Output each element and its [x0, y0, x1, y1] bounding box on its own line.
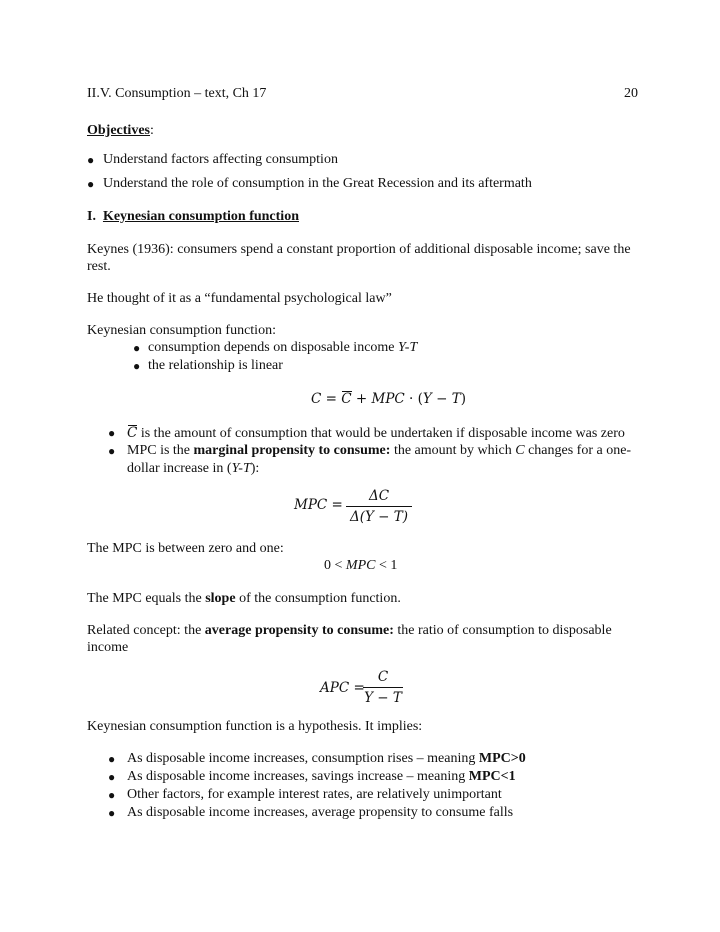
objectives-heading — [87, 122, 154, 140]
mpc-bullet-pre: MPC is the — [127, 443, 194, 458]
bullet-icon: ● — [133, 359, 141, 373]
implication-item: As disposable income increases, average propensity to consume falls — [127, 805, 514, 820]
mpc-bullet-line1 — [127, 442, 631, 460]
consumption-equation — [311, 390, 466, 408]
eq-t: T — [451, 391, 461, 407]
bullet-icon: ● — [108, 444, 116, 458]
mpc-formula-fraction — [346, 487, 412, 526]
slope-post: of the consumption function. — [235, 591, 401, 606]
mpc-formula-lhs: MPC = — [294, 497, 343, 513]
eq-lhs: C — [311, 391, 322, 407]
bullet-icon: ● — [108, 806, 116, 820]
apc-pre: Related concept: the — [87, 623, 205, 638]
bullet-icon: ● — [108, 770, 116, 784]
kcf-bullet-2: the relationship is linear — [148, 358, 283, 373]
apc-formula-denominator: Y − T — [364, 690, 402, 706]
eq-paren-close: ) — [460, 391, 467, 407]
implication-text: As disposable income increases, savings increase – meaning — [127, 769, 469, 784]
mpc-bullet-line2 — [127, 460, 259, 478]
cbar-symbol: C — [127, 425, 138, 441]
mpc-bullet-line2-pre: dollar increase in ( — [127, 461, 232, 476]
section-heading — [87, 208, 299, 226]
mpc-formula-denominator: Δ(Y − T) — [349, 509, 409, 525]
bullet-icon: ● — [87, 153, 95, 167]
paragraph-keynes-line2: rest. — [87, 259, 111, 274]
apc-bold: average propensity to consume: — [204, 623, 394, 638]
implication-item — [127, 768, 516, 786]
apc-formula-fraction — [363, 668, 403, 707]
page-header-title: II.V. Consumption – text, Ch 17 — [87, 86, 267, 101]
mpc-between-text: The MPC is between zero and one: — [87, 541, 284, 556]
eq-paren-open: ( — [417, 391, 423, 407]
mpc-bullet-bold: marginal propensity to consume: — [193, 443, 391, 458]
section-title: Keynesian consumption function — [102, 209, 299, 224]
apc-formula-lhs: APC = — [320, 680, 365, 696]
kcf-bullet-1-text: consumption depends on disposable income — [148, 340, 399, 355]
mpc-formula-numerator: ΔC — [346, 487, 412, 507]
objectives-heading-text: Objectives — [87, 123, 150, 138]
bullet-icon: ● — [133, 341, 141, 355]
eq-plus: + — [355, 391, 368, 407]
mpc-bullet-line2-post: ): — [250, 461, 260, 476]
slope-bold: slope — [205, 591, 236, 606]
apc-post: the ratio of consumption to disposable — [393, 623, 612, 638]
mpc-bullet-post2: changes for a one- — [524, 443, 632, 458]
implication-item — [127, 750, 526, 768]
slope-text — [87, 590, 401, 608]
eq-dot: · — [409, 391, 414, 407]
eq-equals: = — [325, 391, 337, 407]
hypothesis-text: Keynesian consumption function is a hypothesis. It implies: — [87, 719, 423, 734]
mpc-bullet-var: C — [515, 443, 525, 458]
paragraph-psych-law: He thought of it as a “fundamental psychological law” — [87, 291, 392, 306]
mpc-bullet-line2-var: Y-T — [231, 461, 251, 476]
objective-item: Understand factors affecting consumption — [103, 152, 338, 167]
eq-cbar: C — [341, 391, 352, 407]
implication-bold: MPC>0 — [478, 751, 526, 766]
apc-formula-numerator: C — [363, 668, 403, 688]
objectives-colon: : — [149, 123, 154, 138]
mpc-bullet-post: the amount by which — [390, 443, 516, 458]
kcf-label: Keynesian consumption function: — [87, 323, 276, 338]
slope-pre: The MPC equals the — [87, 591, 206, 606]
apc-line1 — [87, 622, 612, 640]
implication-bold: MPC<1 — [468, 769, 516, 784]
bullet-icon: ● — [87, 177, 95, 191]
page-number: 20 — [624, 86, 638, 101]
cbar-bullet — [127, 424, 625, 443]
cbar-bullet-text: is the amount of consumption that would be undertaken if disposable income was zero — [137, 426, 625, 441]
mpc-range — [324, 557, 397, 575]
eq-minus: − — [436, 391, 448, 407]
apc-line2: income — [87, 640, 129, 655]
section-number: I. — [87, 209, 96, 224]
eq-mpc: MPC — [371, 391, 405, 407]
kcf-bullet-1-var: Y-T — [398, 340, 418, 355]
mpc-range-var: MPC — [345, 558, 376, 573]
bullet-icon: ● — [108, 788, 116, 802]
implication-item: Other factors, for example interest rates, are relatively unimportant — [127, 787, 502, 802]
paragraph-keynes-line1: Keynes (1936): consumers spend a constant proportion of additional disposable income; save the — [87, 242, 631, 257]
mpc-range-post: < 1 — [375, 558, 398, 573]
objective-item: Understand the role of consumption in the Great Recession and its aftermath — [103, 176, 532, 191]
bullet-icon: ● — [108, 752, 116, 766]
implication-text: As disposable income increases, consumption rises – meaning — [127, 751, 479, 766]
bullet-icon: ● — [108, 426, 116, 440]
eq-y: Y — [422, 391, 432, 407]
kcf-bullet-1 — [148, 339, 417, 357]
mpc-range-pre: 0 < — [324, 558, 346, 573]
